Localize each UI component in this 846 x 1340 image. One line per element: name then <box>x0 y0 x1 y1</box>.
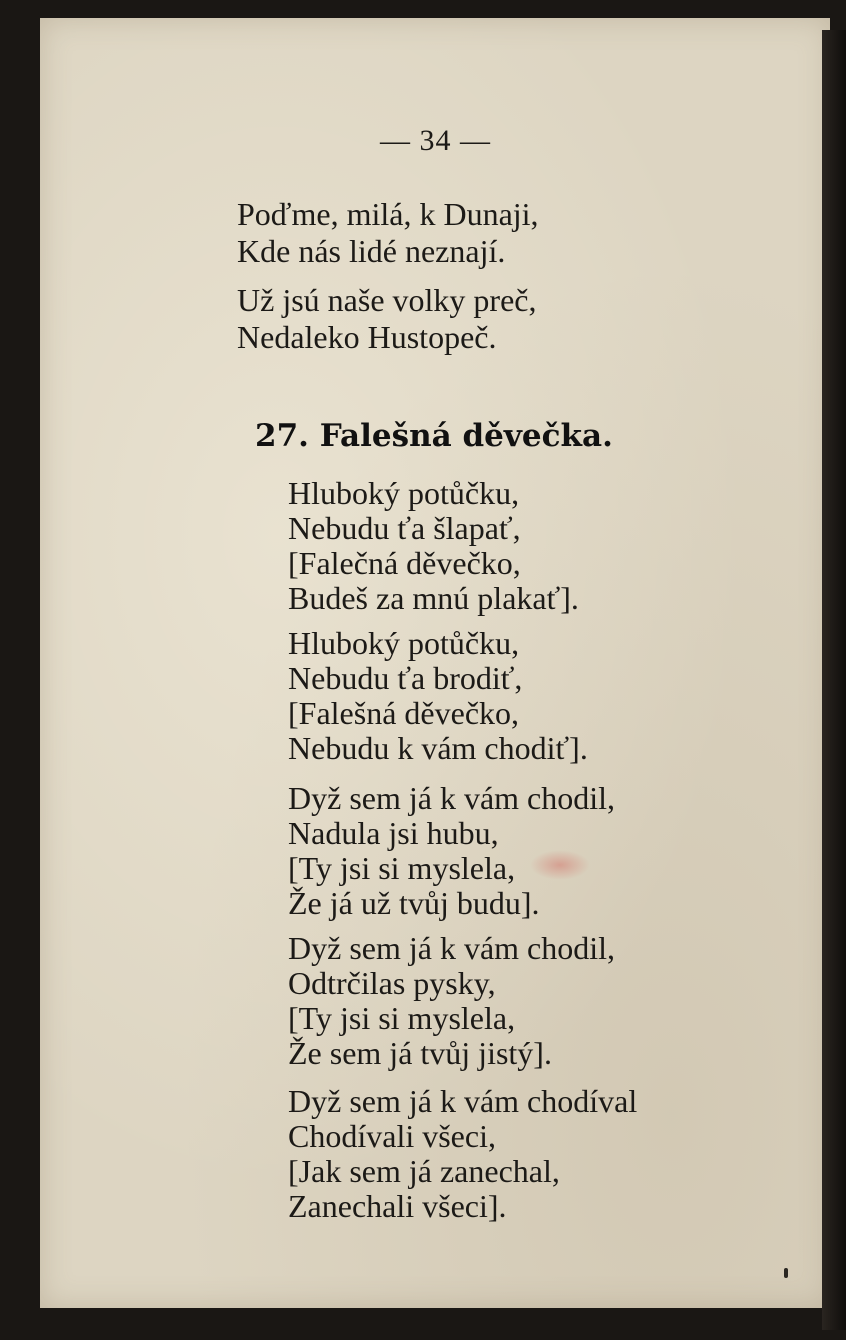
verse-line: Budeš za mnú plakať]. <box>288 580 579 616</box>
verse-line: Hluboký potůčku, <box>288 625 520 661</box>
verse-line: Hluboký potůčku, <box>288 475 520 511</box>
verse-line: [Jak sem já zanechal, <box>288 1153 560 1189</box>
verse-line: [Falešná děvečko, <box>288 695 520 731</box>
verse-line: Dyž sem já k vám chodíval <box>288 1083 638 1119</box>
verse-line: Kde nás lidé neznají. <box>237 233 506 269</box>
verse-line: Že já už tvůj budu]. <box>288 885 540 921</box>
ink-stain <box>530 850 590 880</box>
verse-line: Chodívali všeci, <box>288 1118 496 1154</box>
verse-line: Nebudu k vám chodiť]. <box>288 730 588 766</box>
verse-line: Nedaleko Hustopeč. <box>237 319 497 355</box>
page-number: — 34 — <box>380 124 491 157</box>
verse-line: Zanechali všeci]. <box>288 1188 507 1224</box>
verse-line: Dyž sem já k vám chodil, <box>288 780 616 816</box>
verse-line: Nebudu ťa brodiť, <box>288 660 523 696</box>
verse-line: Už jsú naše volky preč, <box>237 282 537 318</box>
verse-line: [Ty jsi si myslela, <box>288 850 516 886</box>
verse-line: [Falečná děvečko, <box>288 545 521 581</box>
verse-line: Dyž sem já k vám chodil, <box>288 930 616 966</box>
paper-speck <box>784 1268 788 1278</box>
verse-line: [Ty jsi si myslela, <box>288 1000 516 1036</box>
verse-line: Nadula jsi hubu, <box>288 815 499 851</box>
verse-line: Odtrčilas pysky, <box>288 965 496 1001</box>
verse-line: Poďme, milá, k Dunaji, <box>237 196 539 232</box>
verse-line: Že sem já tvůj jistý]. <box>288 1035 552 1071</box>
song-title: 27. Falešná děvečka. <box>255 418 613 454</box>
verse-line: Nebudu ťa šlapať, <box>288 510 521 546</box>
book-spine-shadow <box>822 30 846 1330</box>
